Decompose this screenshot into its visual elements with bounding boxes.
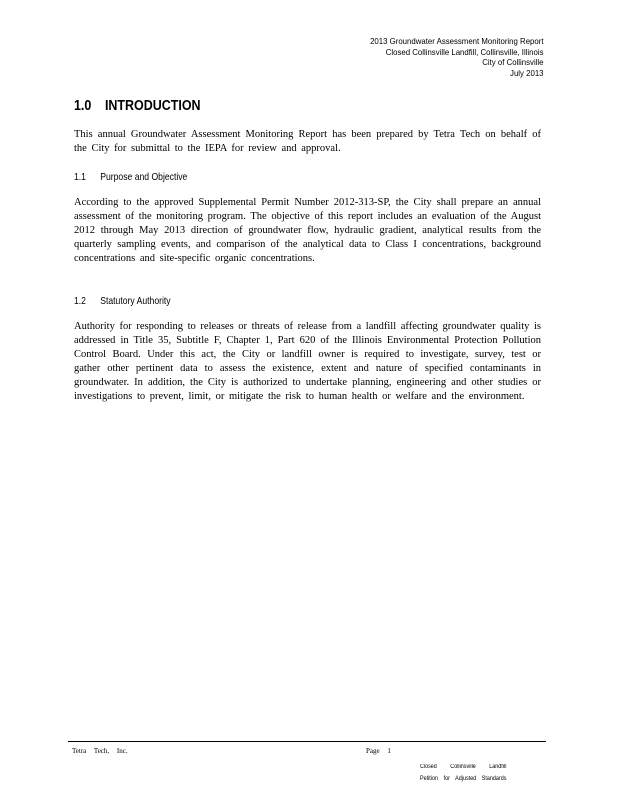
header-site: Closed Collinsville Landfill, Collinsville, Illinois	[386, 46, 544, 57]
subsection-heading-purpose	[74, 171, 187, 183]
footer-divider	[68, 741, 546, 742]
subsection-number: 1.2	[74, 295, 86, 307]
running-header	[371, 36, 544, 78]
footer-company: Tetra Tech, Inc.	[72, 747, 128, 755]
footer-petition-title: Petition for Adjusted Standards	[420, 776, 507, 782]
subsection-number: 1.1	[74, 171, 86, 183]
section-title: INTRODUCTION	[104, 98, 201, 114]
subsection-heading-authority	[74, 295, 171, 307]
footer-site-name: Closed Collinsville Landfill	[420, 764, 507, 770]
header-client: City of Collinsville	[482, 57, 544, 67]
intro-paragraph: This annual Groundwater Assessment Monitoring Report has been prepared by Tetra Tech on behalf of the City for submittal to the IEPA for review and approval.	[74, 129, 541, 154]
header-report-title: 2013 Groundwater Assessment Monitoring Report	[370, 36, 544, 46]
section-number: 1.0	[74, 98, 92, 114]
section-heading	[74, 98, 201, 114]
purpose-paragraph: According to the approved Supplemental Permit Number 2012-313-SP, the City shall prepare an annual assessment of the monitoring program. The objective of this report includes an evaluation of the August 2012 through May 2013 direction of groundwater flow, hydraulic gradient, analytical results from the quarterly sampling events, and comparison of the analytical data to Class I concentrations, background concentrations and site-specific organic concentrations.	[74, 197, 541, 264]
subsection-title: Purpose and Objective	[100, 171, 188, 183]
header-date: July 2013	[510, 67, 544, 78]
footer-page-number: Page 1	[366, 747, 391, 755]
footer-document-title	[420, 761, 506, 785]
subsection-title: Statutory Authority	[100, 295, 171, 307]
authority-paragraph: Authority for responding to releases or threats of release from a landfill affecting groundwater quality is addressed in Title 35, Subtitle F, Chapter 1, Part 620 of the Illinois Environmental Protection Pollution Control Board. Under this act, the City or landfill owner is required to investigate, survey, test or gather other pertinent data to assess the existence, extent and nature of specified contaminants in groundwater. In addition, the City is authorized to undertake planning, engineering and other studies or investigations to prevent, limit, or mitigate the risk to human health or welfare and the environment.	[74, 321, 541, 402]
